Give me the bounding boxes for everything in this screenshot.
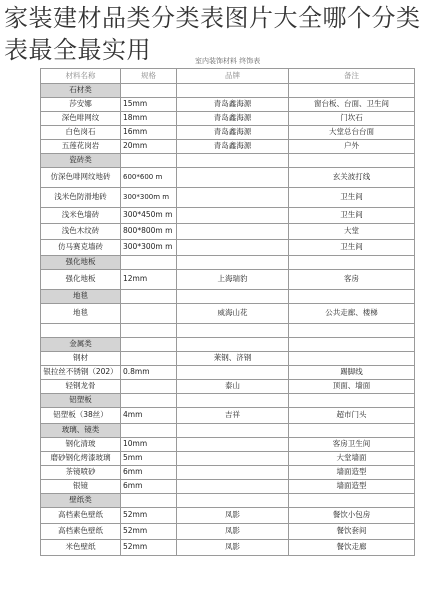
empty-cell	[289, 256, 415, 270]
brand-cell	[177, 438, 289, 452]
table-row	[41, 168, 415, 188]
spec-cell: 300*300m m	[121, 240, 177, 256]
material-name-cell: 轻钢龙骨	[41, 380, 121, 394]
note-cell: 客房	[289, 270, 415, 290]
category-row	[41, 256, 415, 270]
material-name-cell: 仿深色啡网纹地砖	[41, 168, 121, 188]
spec-text: 300*300m m	[123, 193, 170, 201]
category-label: 强化地板	[41, 256, 121, 270]
note-cell: 墙面造型	[289, 480, 415, 494]
material-name-cell: 仿马赛克墙砖	[41, 240, 121, 256]
table-header-row	[41, 69, 415, 84]
table-row	[41, 352, 415, 366]
category-row	[41, 394, 415, 408]
category-label: 玻璃、镜类	[41, 424, 121, 438]
empty-cell	[289, 154, 415, 168]
brand-cell	[177, 466, 289, 480]
spec-cell: 18mm	[121, 112, 177, 126]
category-label: 瓷砖类	[41, 154, 121, 168]
material-name-cell: 五莲花岗岩	[41, 140, 121, 154]
brand-cell	[177, 168, 289, 188]
empty-cell	[289, 424, 415, 438]
brand-cell	[177, 188, 289, 208]
brand-cell: 吉祥	[177, 408, 289, 424]
empty-cell	[121, 154, 177, 168]
table-row	[41, 408, 415, 424]
brand-cell	[177, 224, 289, 240]
table-row	[41, 188, 415, 208]
materials-table	[40, 68, 415, 556]
material-name-cell: 茶镜喷砂	[41, 466, 121, 480]
material-name-cell: 高档素色壁纸	[41, 508, 121, 524]
spec-cell: 52mm	[121, 508, 177, 524]
spec-text: 600*600 m	[123, 173, 163, 181]
header-brand: 品牌	[177, 69, 289, 84]
table-row	[41, 524, 415, 540]
material-name-cell: 钢化清玻	[41, 438, 121, 452]
spec-cell	[121, 304, 177, 324]
table-subtitle: 室内装饰材料 终饰表	[195, 57, 261, 65]
table-row	[41, 208, 415, 224]
spec-cell: 6mm	[121, 466, 177, 480]
empty-cell	[121, 424, 177, 438]
empty-cell	[289, 338, 415, 352]
empty-cell	[177, 154, 289, 168]
table-row	[41, 438, 415, 452]
table-row	[41, 366, 415, 380]
brand-cell	[177, 208, 289, 224]
material-name-cell: 钢材	[41, 352, 121, 366]
spec-cell: 10mm	[121, 438, 177, 452]
empty-cell	[121, 338, 177, 352]
note-cell: 门坎石	[289, 112, 415, 126]
brand-cell: 凤影	[177, 524, 289, 540]
empty-cell	[177, 338, 289, 352]
empty-cell	[121, 494, 177, 508]
empty-cell	[177, 424, 289, 438]
empty-cell	[177, 394, 289, 408]
brand-cell: 青岛鑫海源	[177, 126, 289, 140]
spec-cell	[121, 380, 177, 394]
category-row	[41, 154, 415, 168]
spec-cell	[121, 352, 177, 366]
blank-row	[41, 324, 415, 338]
header-note: 备注	[289, 69, 415, 84]
brand-cell: 莱钢、济钢	[177, 352, 289, 366]
note-cell: 餐饮套间	[289, 524, 415, 540]
spec-cell: 0.8mm	[121, 366, 177, 380]
spec-cell: 20mm	[121, 140, 177, 154]
table-row	[41, 452, 415, 466]
category-row	[41, 424, 415, 438]
category-row	[41, 338, 415, 352]
brand-cell	[177, 480, 289, 494]
category-label: 石材类	[41, 84, 121, 98]
spec-cell	[121, 188, 177, 208]
spec-cell: 6mm	[121, 480, 177, 494]
empty-cell	[289, 324, 415, 338]
table-row	[41, 112, 415, 126]
note-cell: 超市门头	[289, 408, 415, 424]
note-cell: 卫生间	[289, 208, 415, 224]
material-name-cell: 地毯	[41, 304, 121, 324]
spec-cell: 16mm	[121, 126, 177, 140]
brand-cell: 青岛鑫海源	[177, 98, 289, 112]
empty-cell	[121, 84, 177, 98]
table-row	[41, 270, 415, 290]
material-name-cell: 浅米色墙砖	[41, 208, 121, 224]
table-row	[41, 466, 415, 480]
empty-cell	[121, 256, 177, 270]
material-name-cell: 铝塑板（38丝）	[41, 408, 121, 424]
note-cell: 玄关波打线	[289, 168, 415, 188]
material-name-cell: 莎安娜	[41, 98, 121, 112]
empty-cell	[177, 256, 289, 270]
spec-cell: 52mm	[121, 540, 177, 556]
brand-cell: 青岛鑫海源	[177, 112, 289, 126]
note-cell: 墙面造型	[289, 466, 415, 480]
material-name-cell: 磨砂钢化烤漆玻璃	[41, 452, 121, 466]
spec-cell: 800*800m m	[121, 224, 177, 240]
material-name-cell: 白色岗石	[41, 126, 121, 140]
empty-cell	[289, 84, 415, 98]
note-cell: 顶面、墙面	[289, 380, 415, 394]
table-row	[41, 480, 415, 494]
spec-cell: 5mm	[121, 452, 177, 466]
material-name-cell: 米色壁纸	[41, 540, 121, 556]
note-cell: 户外	[289, 140, 415, 154]
category-row	[41, 290, 415, 304]
empty-cell	[121, 394, 177, 408]
header-material-name: 材料名称	[41, 69, 121, 84]
material-name-cell: 银拉丝不锈钢（202）	[41, 366, 121, 380]
empty-cell	[177, 494, 289, 508]
table-row	[41, 224, 415, 240]
empty-cell	[289, 494, 415, 508]
note-cell: 窗台板、台面、卫生间	[289, 98, 415, 112]
note-cell: 餐饮小包房	[289, 508, 415, 524]
note-cell: 大堂总台台面	[289, 126, 415, 140]
category-label: 壁纸类	[41, 494, 121, 508]
material-name-cell: 强化地板	[41, 270, 121, 290]
note-cell: 大堂墙面	[289, 452, 415, 466]
note-cell: 踢脚线	[289, 366, 415, 380]
material-name-cell: 高档素色壁纸	[41, 524, 121, 540]
material-name-cell: 深色啡网纹	[41, 112, 121, 126]
brand-cell: 青岛鑫海源	[177, 140, 289, 154]
spec-cell: 12mm	[121, 270, 177, 290]
spec-cell: 300*450m m	[121, 208, 177, 224]
empty-cell	[289, 394, 415, 408]
note-cell: 卫生间	[289, 188, 415, 208]
brand-cell	[177, 240, 289, 256]
table-row	[41, 98, 415, 112]
brand-cell	[177, 366, 289, 380]
note-cell	[289, 352, 415, 366]
material-name-cell: 银镜	[41, 480, 121, 494]
category-row	[41, 84, 415, 98]
note-cell: 餐饮走廊	[289, 540, 415, 556]
brand-cell: 凤影	[177, 540, 289, 556]
empty-cell	[289, 290, 415, 304]
spec-cell: 4mm	[121, 408, 177, 424]
empty-cell	[121, 290, 177, 304]
category-label: 地毯	[41, 290, 121, 304]
category-row	[41, 494, 415, 508]
category-label: 铝塑板	[41, 394, 121, 408]
empty-cell	[177, 290, 289, 304]
note-cell: 客房卫生间	[289, 438, 415, 452]
table-row	[41, 380, 415, 394]
table-row	[41, 508, 415, 524]
material-name-cell: 浅色木纹砖	[41, 224, 121, 240]
table-row	[41, 304, 415, 324]
note-cell: 大堂	[289, 224, 415, 240]
empty-cell	[41, 324, 121, 338]
brand-cell: 上海瑞豹	[177, 270, 289, 290]
brand-cell: 凤影	[177, 508, 289, 524]
empty-cell	[121, 324, 177, 338]
note-cell: 卫生间	[289, 240, 415, 256]
table-row	[41, 126, 415, 140]
spec-cell: 15mm	[121, 98, 177, 112]
category-label: 金属类	[41, 338, 121, 352]
table-row	[41, 140, 415, 154]
empty-cell	[177, 324, 289, 338]
header-spec: 规格	[121, 69, 177, 84]
empty-cell	[177, 84, 289, 98]
spec-cell: 52mm	[121, 524, 177, 540]
brand-cell	[177, 452, 289, 466]
brand-cell: 威海山花	[177, 304, 289, 324]
table-body	[41, 84, 415, 556]
table-row	[41, 540, 415, 556]
note-cell: 公共走廊、楼梯	[289, 304, 415, 324]
brand-cell: 泰山	[177, 380, 289, 394]
material-name-cell: 浅米色防滑地砖	[41, 188, 121, 208]
page-title: 家装建材品类分类表图片大全哪个分类表最全最实用	[4, 4, 421, 64]
spec-cell	[121, 168, 177, 188]
table-row	[41, 240, 415, 256]
